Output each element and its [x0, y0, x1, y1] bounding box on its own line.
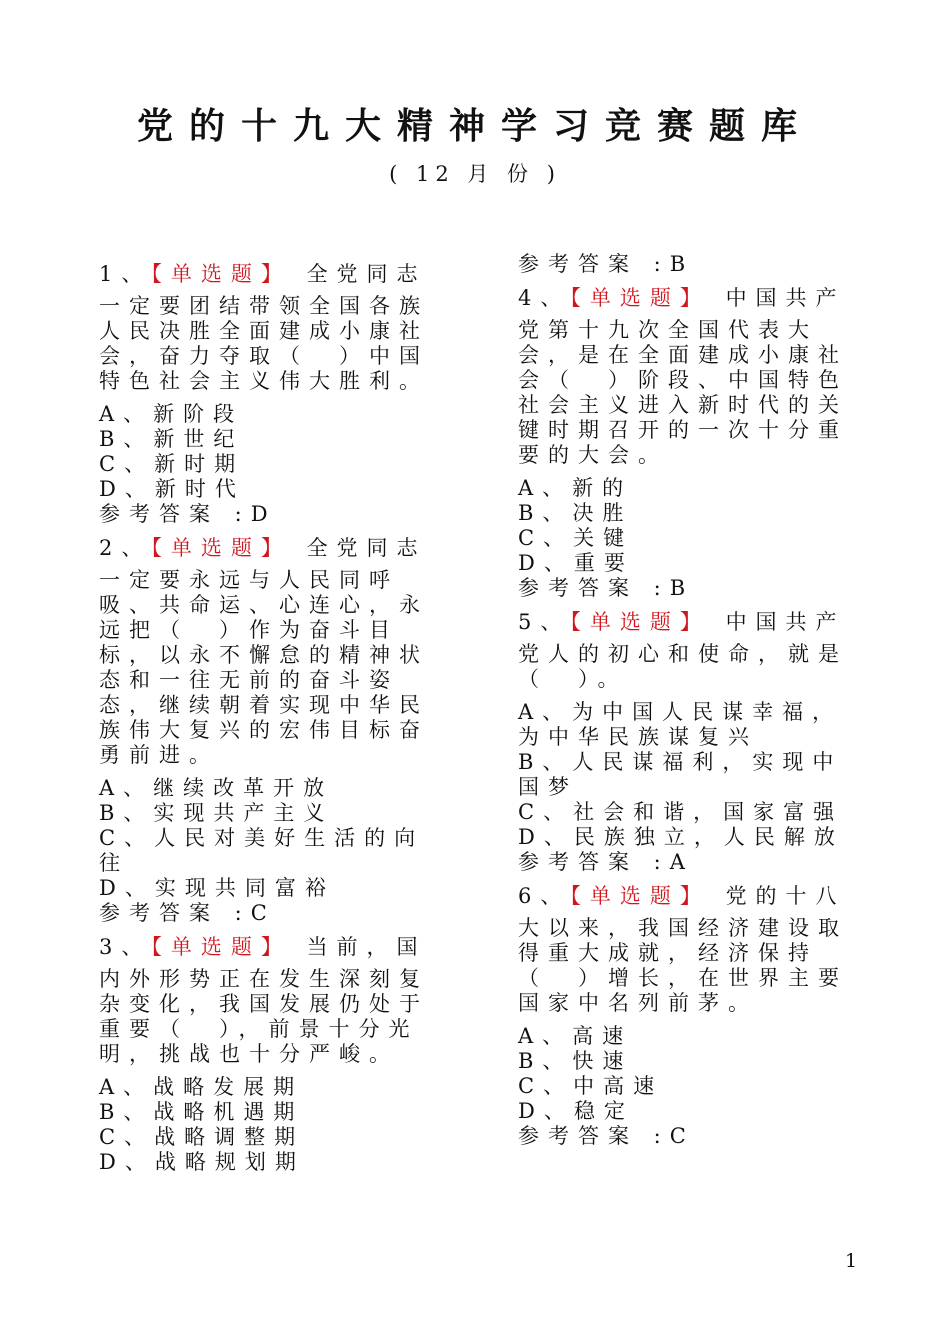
reference-answer: 参考答案 :B: [518, 576, 695, 600]
option-b: B、人民谋福利，实现中国梦: [518, 750, 843, 799]
question-type-tag: 【单选题】: [570, 286, 710, 310]
question-number: 2、: [99, 536, 152, 560]
question-header: [99, 935, 439, 960]
question-type-tag: 【单选题】: [151, 262, 291, 286]
option-c: C、战略调整期: [99, 1125, 305, 1149]
question-3: [99, 935, 439, 1175]
option-a: A、继续改革开放: [99, 776, 334, 800]
option-c: C、新时期: [99, 452, 245, 476]
question-type-tag: 【单选题】: [570, 884, 710, 908]
question-stem: 一定要团结带领全国各族人民决胜全面建成小康社会，奋力夺取（ ）中国特色社会主义伟大胜利。: [99, 294, 429, 393]
option-b: B、决胜: [518, 501, 633, 525]
question-header: [518, 884, 863, 909]
question-number: 3、: [99, 935, 152, 959]
question-header: [99, 262, 439, 287]
question-number: 6、: [518, 884, 571, 908]
right-column: [518, 252, 863, 1158]
option-d: D、战略规划期: [99, 1150, 305, 1174]
question-type-tag: 【单选题】: [570, 610, 710, 634]
option-c: C、关键: [518, 526, 634, 550]
document-subtitle: ( 12 月 份 ): [389, 162, 561, 186]
option-b: B、新世纪: [99, 427, 244, 451]
question-stem-lead: 中国共产: [725, 610, 846, 634]
reference-answer: 参考答案 :C: [99, 901, 276, 925]
question-6: [518, 884, 863, 1149]
question-header: [518, 286, 863, 311]
reference-answer: 参考答案 :A: [518, 850, 694, 874]
option-a: A、新的: [518, 476, 633, 500]
question-number: 5、: [518, 610, 571, 634]
question-type-tag: 【单选题】: [151, 935, 291, 959]
option-a: A、高速: [518, 1024, 633, 1048]
option-d: D、新时代: [99, 477, 245, 501]
option-d: D、重要: [518, 551, 634, 575]
reference-answer-q3: 参考答案 :B: [518, 252, 695, 276]
option-a: A、战略发展期: [99, 1075, 304, 1099]
question-header: [518, 610, 863, 635]
question-stem: 一定要永远与人民同呼吸、共命运、心连心，永远把（ ）作为奋斗目标，以永不懈怠的精神状态和一往无前的奋斗姿态，继续朝着实现中华民族伟大复兴的宏伟目标奋勇前进。: [99, 568, 429, 767]
question-stem: 大以来，我国经济建设取得重大成就，经济保持（ ）增长，在世界主要国家中名列前茅。: [518, 916, 848, 1015]
option-b: B、实现共产主义: [99, 801, 334, 825]
question-header: [99, 536, 439, 561]
left-column: [99, 262, 439, 1175]
question-2: [99, 536, 439, 926]
question-number: 4、: [518, 286, 571, 310]
option-c: C、中高速: [518, 1074, 664, 1098]
option-d: D、实现共同富裕: [99, 876, 335, 900]
option-b: B、战略机遇期: [99, 1100, 304, 1124]
page-number: 1: [845, 1250, 858, 1272]
reference-answer: 参考答案 :C: [518, 1124, 695, 1148]
question-stem-lead: 当前，国: [306, 935, 427, 959]
reference-answer: 参考答案 :D: [99, 502, 277, 526]
document-title: 党的十九大精神学习竞赛题库: [136, 105, 813, 147]
question-5: [518, 610, 863, 875]
question-stem: 党人的初心和使命，就是（ ）。: [518, 642, 848, 691]
question-stem: 党第十九次全国代表大会，是在全面建成小康社会（ ）阶段、中国特色社会主义进入新时代的关键时期召开的一次十分重要的大会。: [518, 318, 848, 467]
option-c: C、社会和谐，国家富强: [518, 800, 844, 824]
option-c: C、人民对美好生活的向往: [99, 826, 425, 875]
question-1: [99, 262, 439, 527]
question-stem-lead: 全党同志: [306, 262, 427, 286]
option-d: D、民族独立，人民解放: [518, 825, 844, 849]
question-type-tag: 【单选题】: [151, 536, 291, 560]
question-number: 1、: [99, 262, 152, 286]
question-4: [518, 286, 863, 601]
question-stem-lead: 全党同志: [306, 536, 427, 560]
option-d: D、稳定: [518, 1099, 634, 1123]
option-a: A、新阶段: [99, 402, 244, 426]
option-a: A、为中国人民谋幸福，为中华民族谋复兴: [518, 700, 843, 749]
question-stem: 内外形势正在发生深刻复杂变化，我国发展仍处于重要（ ），前景十分光明，挑战也十分严峻。: [99, 967, 429, 1066]
question-stem-lead: 党的十八: [725, 884, 846, 908]
option-b: B、快速: [518, 1049, 633, 1073]
question-stem-lead: 中国共产: [725, 286, 846, 310]
